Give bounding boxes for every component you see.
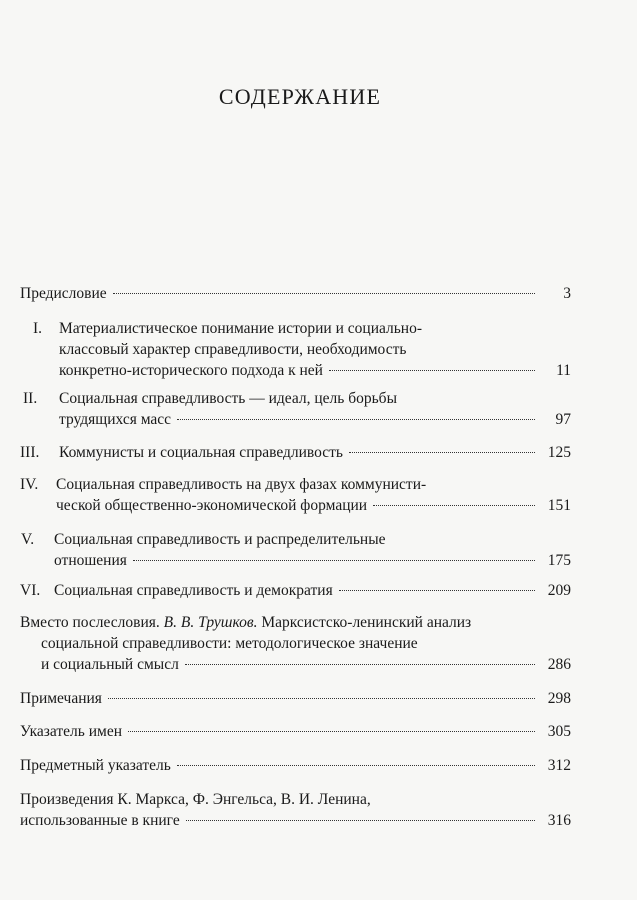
toc-entry-chapter-2[interactable] xyxy=(23,388,571,430)
toc-entry-title-line xyxy=(20,442,343,463)
toc-entry-title-line xyxy=(20,580,333,601)
leader-dots xyxy=(329,369,535,371)
toc-page-number: 3 xyxy=(563,285,571,302)
toc-entry-title-line: Социальная справедливость и распределительные xyxy=(54,531,386,548)
toc-page-number: 209 xyxy=(547,582,571,599)
toc-entry-title: Указатель имен xyxy=(20,723,122,740)
toc-page-number: 125 xyxy=(547,444,571,461)
toc-page-number: 316 xyxy=(547,812,571,829)
toc-entry-title-text: Социальная справедливость и демократия xyxy=(54,582,333,599)
leader-dots xyxy=(177,764,535,766)
toc-entry-afterword[interactable] xyxy=(20,612,571,675)
afterword-lead: Вместо послесловия. xyxy=(20,614,164,631)
toc-entry-chapter-1[interactable] xyxy=(33,318,571,381)
page-title: СОДЕРЖАНИЕ xyxy=(218,84,382,109)
toc-entry-title: Примечания xyxy=(20,690,102,707)
leader-dots xyxy=(177,418,535,420)
toc-entry-title-line: конкретно-исторического подхода к ней xyxy=(59,362,323,379)
leader-dots xyxy=(339,589,535,591)
chapter-number: VI. xyxy=(20,582,41,599)
toc-entry-title-line: трудящихся масс xyxy=(59,411,172,428)
toc-entry-name-index[interactable] xyxy=(20,721,571,742)
chapter-number: IV. xyxy=(20,476,39,493)
toc-entry-title-line: Марксистско-ленинский анализ xyxy=(257,614,472,631)
toc-entry-title: Предисловие xyxy=(20,285,107,302)
toc-page-number: 11 xyxy=(556,362,571,379)
leader-dots xyxy=(186,819,535,821)
chapter-number: III. xyxy=(20,444,40,461)
toc-entry-title-line: и социальный смысл xyxy=(41,656,179,673)
leader-dots xyxy=(128,730,535,732)
toc-entry-notes[interactable] xyxy=(20,688,571,709)
leader-dots xyxy=(373,504,535,506)
leader-dots xyxy=(113,292,535,294)
toc-entry-title-line: Материалистическое понимание истории и социально- xyxy=(59,320,423,337)
toc-entry-preface[interactable] xyxy=(20,283,571,304)
toc-page-number: 312 xyxy=(547,757,571,774)
toc-entry-title-line: использованные в книге xyxy=(20,812,180,829)
leader-dots xyxy=(185,663,535,665)
toc-entry-chapter-5[interactable] xyxy=(21,529,571,571)
toc-entry-subject-index[interactable] xyxy=(20,755,571,776)
toc-entry-title-line: отношения xyxy=(54,552,127,569)
chapter-number: I. xyxy=(33,320,43,337)
toc-entry-chapter-4[interactable] xyxy=(20,474,571,516)
toc-page-number: 151 xyxy=(547,497,571,514)
toc-page-number: 97 xyxy=(555,411,571,428)
toc-entry-chapter-3[interactable] xyxy=(20,442,571,463)
toc-page-number: 175 xyxy=(547,552,571,569)
leader-dots xyxy=(133,559,535,561)
toc-entry-title-line: Социальная справедливость на двух фазах коммунисти- xyxy=(56,476,427,493)
toc-entry-title-line: социальной справедливости: методологическое значение xyxy=(41,635,418,652)
toc-entry-title-text: Коммунисты и социальная справедливость xyxy=(59,444,344,461)
leader-dots xyxy=(349,451,535,453)
toc-page-number: 305 xyxy=(547,723,571,740)
chapter-number: V. xyxy=(21,531,35,548)
afterword-author: В. В. Трушков. xyxy=(163,614,258,631)
chapter-number: II. xyxy=(23,390,38,407)
toc-entry-title-line: классовый характер справедливости, необходимость xyxy=(59,341,407,358)
toc-entry-works-used[interactable] xyxy=(20,789,571,831)
toc-page-number: 286 xyxy=(547,656,571,673)
toc-page-number: 298 xyxy=(547,690,571,707)
toc-entry-title: Предметный указатель xyxy=(20,757,171,774)
toc-entry-title-line: Социальная справедливость — идеал, цель борьбы xyxy=(59,390,397,407)
toc-entry-chapter-6[interactable] xyxy=(20,580,571,601)
toc-entry-title-line: ческой общественно-экономической формации xyxy=(56,497,368,514)
toc-entry-title-line: Произведения К. Маркса, Ф. Энгельса, В. И. Ленина, xyxy=(20,791,371,808)
leader-dots xyxy=(108,697,535,699)
